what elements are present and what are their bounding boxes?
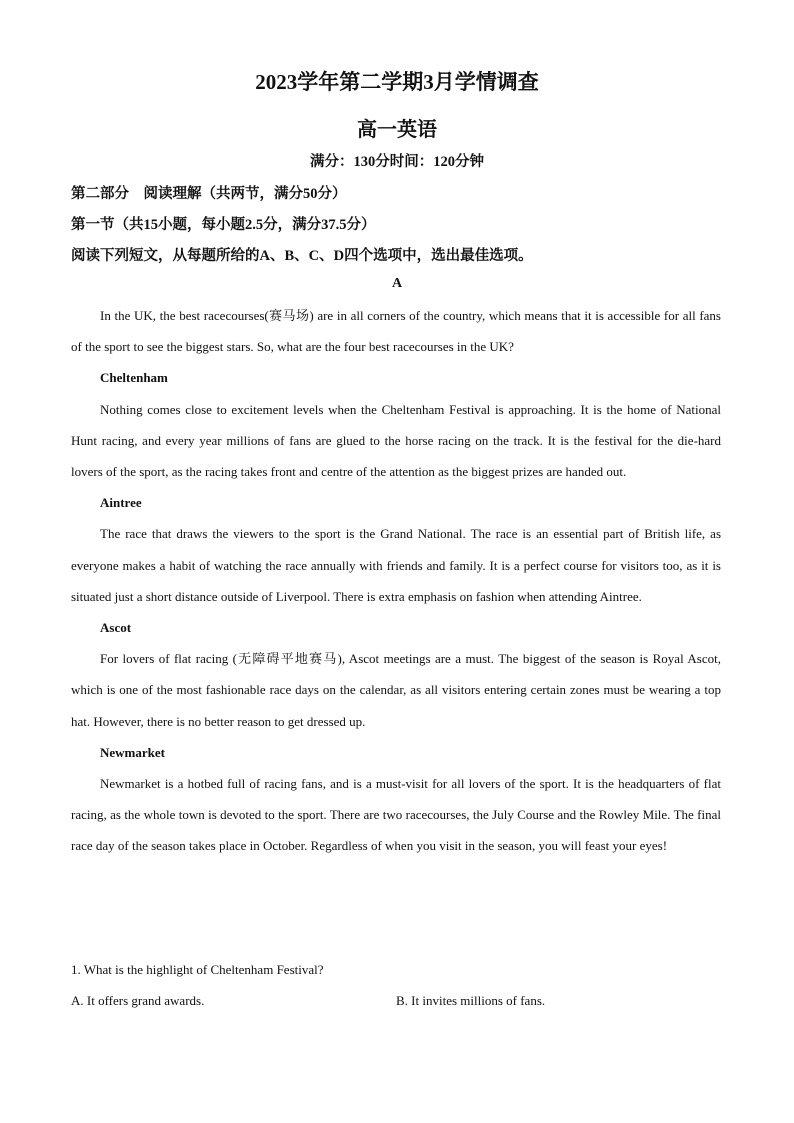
- passage-intro: In the UK, the best racecourses(赛马场) are in all corners of the country, which means that it is accessible for all fans of the sport to see the biggest stars. So, what are the four best racecourses in the UK?: [71, 308, 721, 355]
- question-stem: 1. What is the highlight of Cheltenham Festival?: [71, 962, 324, 977]
- section-heading: Ascot: [100, 620, 132, 636]
- passage-label: A: [391, 276, 403, 291]
- exam-title: 2023学年第二学期3月学情调查: [255, 70, 539, 94]
- score-time-line: 满分：130分时间：120分钟: [310, 154, 484, 170]
- section-text: The race that draws the viewers to the sport is the Grand National. The race is an essential part of British life, as everyone makes a habit of watching the race annually with friends and family. It is a perfect course for visitors too, as it is situated just a short distance outside of Liverpool. There is extra emphasis on fashion when attending Aintree.: [71, 526, 721, 604]
- section-heading: Aintree: [100, 495, 142, 511]
- section-heading: Newmarket: [100, 744, 165, 760]
- passage-body: [71, 300, 721, 862]
- section-heading: Cheltenham: [100, 370, 168, 386]
- subject-title: 高一英语: [357, 119, 437, 141]
- section-text: Newmarket is a hotbed full of racing fans, and is a must-visit for all lovers of the sport. It is the headquarters of flat racing, as the whole town is devoted to the sport. There are two racecourses, the July Course and the Rowley Mile. The final race day of the season takes place in October. Regardless of when you visit in the season, you will feast your eyes!: [71, 776, 721, 854]
- option-b: B. It invites millions of fans.: [396, 993, 546, 1008]
- part-instruction: 第二部分 阅读理解（共两节，满分50分）: [71, 186, 347, 202]
- section-instruction: 第一节（共15小题，每小题2.5分，满分37.5分）: [71, 217, 376, 233]
- direction-instruction: 阅读下列短文，从每题所给的A、B、C、D四个选项中，选出最佳选项。: [71, 248, 533, 264]
- option-a: A. It offers grand awards.: [71, 993, 205, 1008]
- section-text: Nothing comes close to excitement levels when the Cheltenham Festival is approaching. It is the home of National Hunt racing, and every year millions of fans are glued to the horse racing on the track. It is the festival for the die-hard lovers of the sport, as the racing takes front and centre of the attention as the biggest prizes are handed out.: [71, 401, 721, 480]
- section-text: For lovers of flat racing (无障碍平地赛马), Ascot meetings are a must. The biggest of the season is Royal Ascot, which is one of the most fashionable race days on the calendar, as all visitors entering certain zones must be wearing a top hat. However, there is no better reason to get dressed up.: [71, 651, 721, 729]
